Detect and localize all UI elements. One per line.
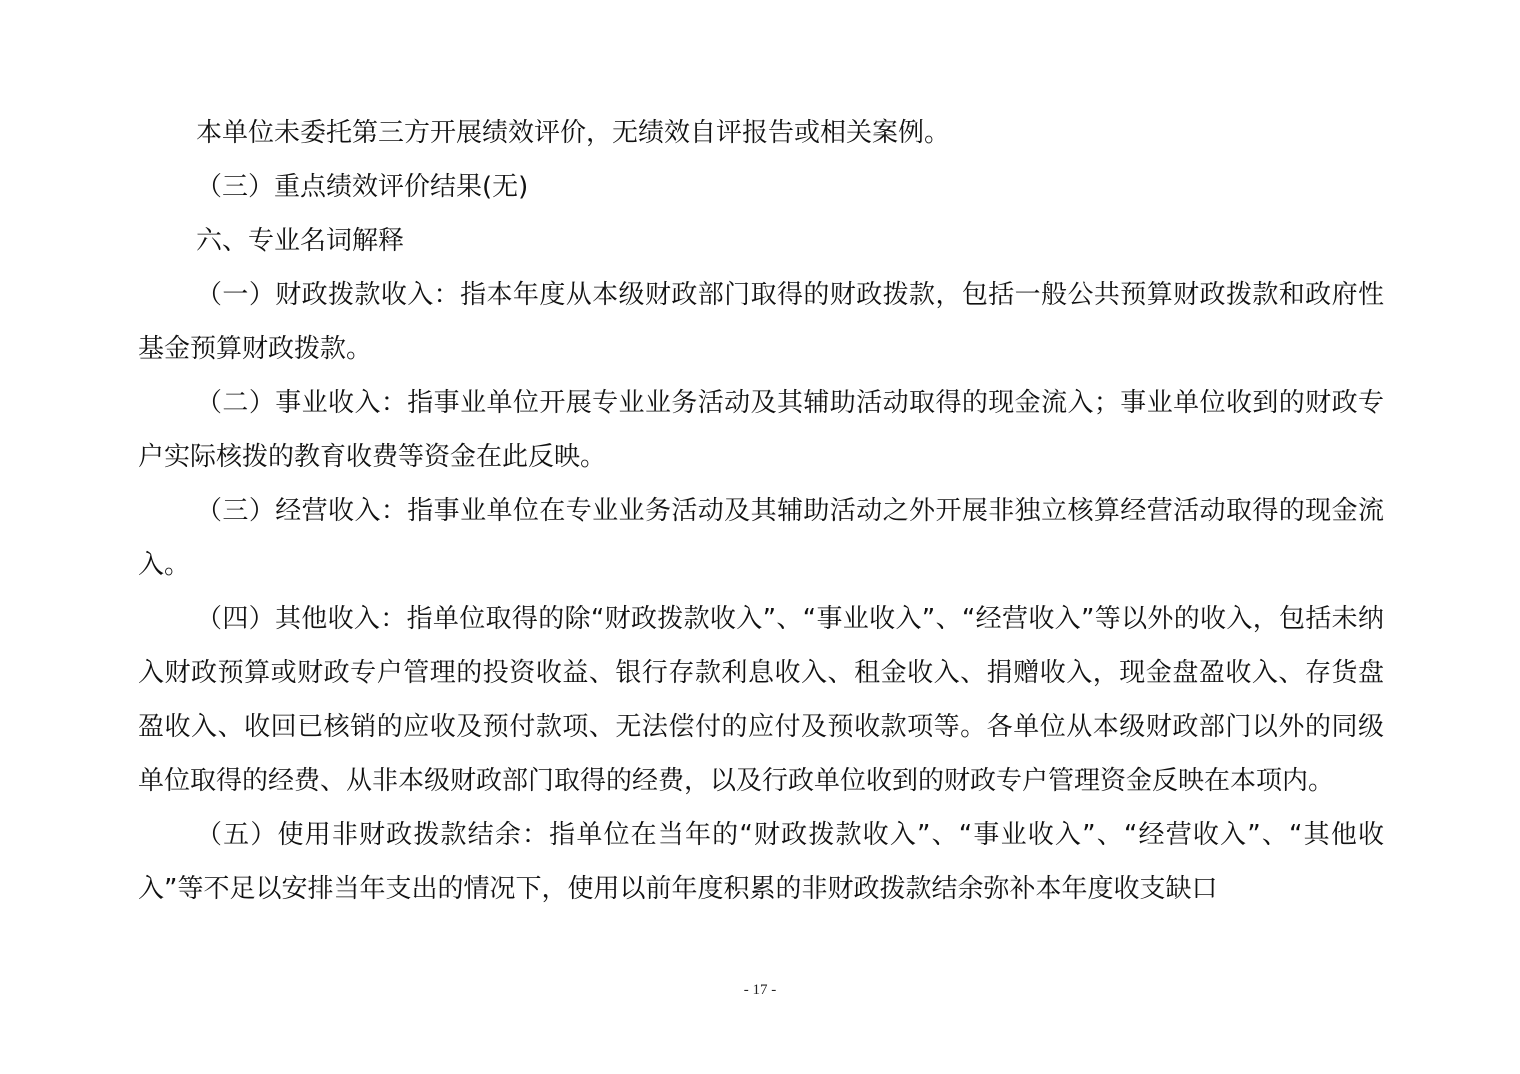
heading-terminology: 六、专业名词解释 xyxy=(196,226,405,256)
paragraph-operating-income: （三）经营收入：指事业单位在专业业务活动及其辅助活动之外开展非独立核算经营活动取得的现金流入。 xyxy=(138,496,1384,580)
paragraph-fiscal-appropriation-income: （一）财政拨款收入：指本年度从本级财政部门取得的财政拨款，包括一般公共预算财政拨款和政府性基金预算财政拨款。 xyxy=(138,280,1384,364)
document-body xyxy=(138,106,1384,916)
page-number: - 17 - xyxy=(743,982,777,998)
paragraph-non-fiscal-surplus: （五）使用非财政拨款结余：指单位在当年的“财政拨款收入”、“事业收入”、“经营收入”、“其他收入”等不足以安排当年支出的情况下，使用以前年度积累的非财政拨款结余弥补本年度收支缺口 xyxy=(138,820,1384,904)
paragraph-no-third-party-evaluation: 本单位未委托第三方开展绩效评价，无绩效自评报告或相关案例。 xyxy=(196,118,951,148)
paragraph-business-income: （二）事业收入：指事业单位开展专业业务活动及其辅助活动取得的现金流入；事业单位收到的财政专户实际核拨的教育收费等资金在此反映。 xyxy=(138,388,1384,472)
paragraph-other-income: （四）其他收入：指单位取得的除“财政拨款收入”、“事业收入”、“经营收入”等以外的收入，包括未纳入财政预算或财政专户管理的投资收益、银行存款利息收入、租金收入、捐赠收入，现金盘盈收入、存货盘盈收入、收回已核销的应收及预付款项、无法偿付的应付及预收款项等。各单位从本级财政部门以外的同级单位取得的经费、从非本级财政部门取得的经费，以及行政单位收到的财政专户管理资金反映在本项内。 xyxy=(138,604,1384,796)
heading-key-performance-results: （三）重点绩效评价结果(无) xyxy=(196,172,529,202)
